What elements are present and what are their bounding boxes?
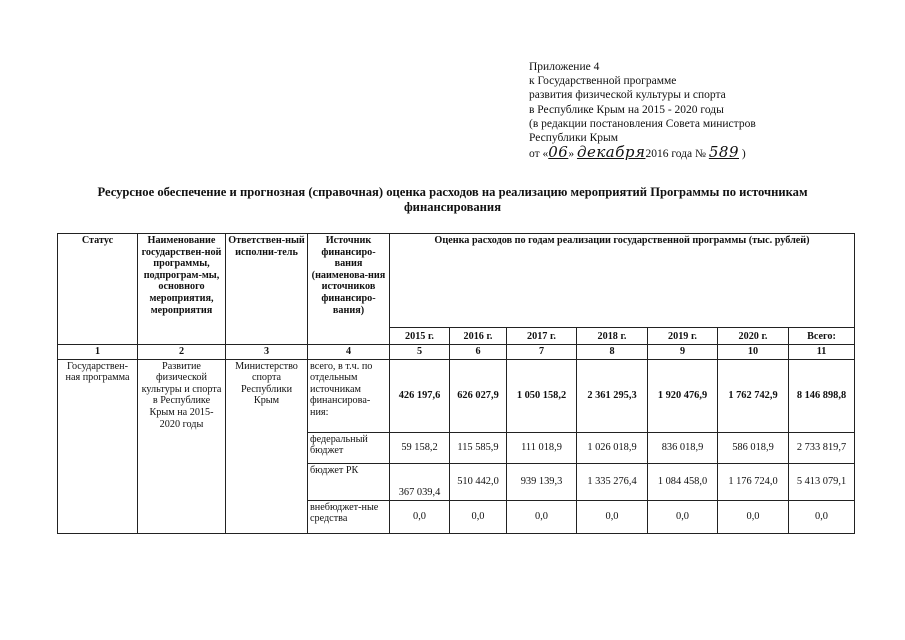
column-number-row [58,345,855,360]
program-status: Государствен-ная программа [58,359,138,533]
value-cell: 939 139,3 [507,463,577,500]
appendix-line: Приложение 4 [529,61,600,73]
value-cell: 0,0 [390,500,450,533]
header-year: 2018 г. [577,328,648,345]
source-cell: бюджет РК [308,463,390,500]
appendix-block [529,60,829,161]
source-cell: федеральный бюджет [308,432,390,463]
column-number: 3 [226,345,308,360]
column-number: 1 [58,345,138,360]
appendix-line: в Республике Крым на 2015 - 2020 годы [529,103,724,116]
value-cell: 59 158,2 [390,432,450,463]
handwritten-month: декабря [576,143,646,162]
value-cell: 0,0 [507,500,577,533]
value-cell: 2 361 295,3 [577,359,648,432]
program-executor: Министерство спорта Республики Крым [226,359,308,533]
year-text: 2016 года № [645,148,706,161]
total-cell: 8 146 898,8 [789,359,855,432]
value-cell: 115 585,9 [450,432,507,463]
table-row [58,359,855,432]
source-cell: внебюджет-ные средства [308,500,390,533]
column-number: 9 [648,345,718,360]
total-cell: 2 733 819,7 [789,432,855,463]
value-cell: 0,0 [577,500,648,533]
header-year: 2017 г. [507,328,577,345]
header-executor: Ответствен-ный исполни-тель [226,234,308,345]
header-row [58,234,855,328]
close-paren: ) [741,148,746,161]
value-cell: 0,0 [450,500,507,533]
column-number: 8 [577,345,648,360]
program-name: Развитие физической культуры и спорта в Республике Крым на 2015-2020 годы [138,359,226,533]
header-year: 2019 г. [648,328,718,345]
handwritten-number: 589 [708,143,739,162]
column-number: 10 [718,345,789,360]
column-number: 2 [138,345,226,360]
appendix-line: развития физической культуры и спорта [529,89,726,102]
finance-table [57,233,855,534]
document-title: Ресурсное обеспечение и прогнозная (справочная) оценка расходов на реализацию мероприятий Программы по источникам финансирования [97,185,808,214]
total-cell: 5 413 079,1 [789,463,855,500]
value-cell: 111 018,9 [507,432,577,463]
value-cell: 586 018,9 [718,432,789,463]
column-number: 4 [308,345,390,360]
column-number: 7 [507,345,577,360]
header-year: 2015 г. [390,328,450,345]
value-cell: 1 762 742,9 [718,359,789,432]
date-from-label: от « [529,148,549,161]
value-cell: 426 197,6 [390,359,450,432]
value-cell: 626 027,9 [450,359,507,432]
header-status: Статус [58,234,138,345]
header-estimate: Оценка расходов по годам реализации государственной программы (тыс. рублей) [390,234,855,328]
value-cell: 1 920 476,9 [648,359,718,432]
handwritten-day: 06 [548,143,569,162]
source-cell: всего, в т.ч. по отдельным источникам финансирова-ния: [308,359,390,432]
header-year: 2020 г. [718,328,789,345]
decree-date-line [529,145,829,161]
header-year: 2016 г. [450,328,507,345]
column-number: 6 [450,345,507,360]
value-cell: 1 176 724,0 [718,463,789,500]
appendix-line: Республики Крым [529,132,618,145]
header-source: Источник финансиро-вания (наименова-ния источников финансиро-вания) [308,234,390,345]
header-total: Всего: [789,328,855,345]
total-cell: 0,0 [789,500,855,533]
value-cell: 0,0 [718,500,789,533]
header-name: Наименование государствен-ной программы, подпрограм-мы, основного мероприятия, мероприятия [138,234,226,345]
column-number: 11 [789,345,855,360]
value-cell: 1 026 018,9 [577,432,648,463]
appendix-line: (в редакции постановления Совета министров [529,117,756,130]
value-cell: 836 018,9 [648,432,718,463]
value-cell: 1 335 276,4 [577,463,648,500]
value-cell: 1 050 158,2 [507,359,577,432]
value-cell: 510 442,0 [450,463,507,500]
value-cell: 1 084 458,0 [648,463,718,500]
date-quote-close: » [568,148,575,161]
column-number: 5 [390,345,450,360]
appendix-line: к Государственной программе [529,75,677,88]
value-cell: 367 039,4 [390,463,450,500]
value-cell: 0,0 [648,500,718,533]
